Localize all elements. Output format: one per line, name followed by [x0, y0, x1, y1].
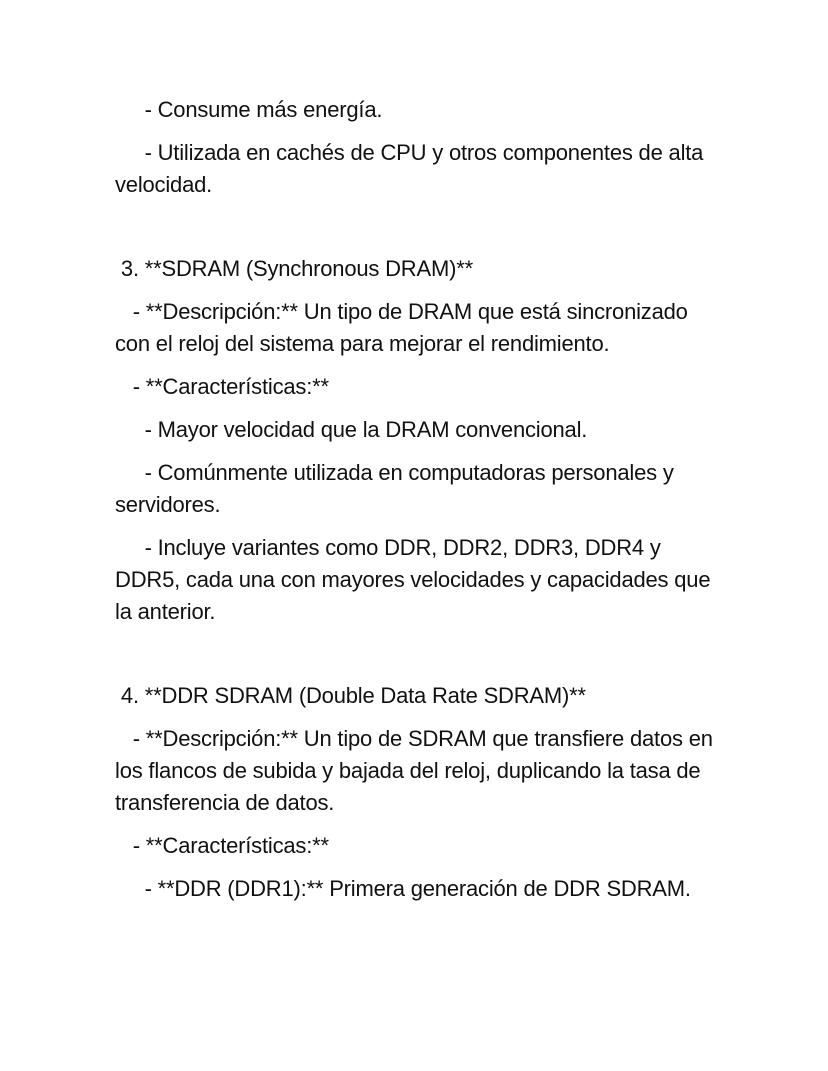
ddr-sdram-feature-ddr1: - **DDR (DDR1):** Primera generación de DDR SDRAM. — [115, 876, 691, 901]
ddr-sdram-description: - **Descripción:** Un tipo de SDRAM que transfiere datos en los flancos de subida y bajada del reloj, duplicando la tasa de transferencia de datos. — [115, 726, 719, 815]
document-page — [115, 94, 719, 916]
sdram-feature-speed: - Mayor velocidad que la DRAM convencional. — [115, 417, 588, 442]
paragraph-gap — [115, 639, 715, 680]
sdram-description: - **Descripción:** Un tipo de DRAM que está sincronizado con el reloj del sistema para mejorar el rendimiento. — [115, 299, 694, 356]
section-heading-ddr-sdram: 4. **DDR SDRAM (Double Data Rate SDRAM)** — [115, 683, 586, 708]
ddr-sdram-features-label: - **Características:** — [115, 833, 329, 858]
paragraph-gap — [115, 212, 715, 253]
section-heading-sdram: 3. **SDRAM (Synchronous DRAM)** — [115, 256, 473, 281]
sdram-feature-variants: - Incluye variantes como DDR, DDR2, DDR3, DDR4 y DDR5, cada una con mayores velocidades y capacidades que la anterior. — [115, 535, 717, 624]
sdram-features-label: - **Características:** — [115, 374, 329, 399]
sdram-feature-usage: - Comúnmente utilizada en computadoras personales y servidores. — [115, 460, 680, 517]
bullet-used-in-cpu-caches: - Utilizada en cachés de CPU y otros componentes de alta velocidad. — [115, 140, 710, 197]
bullet-consumes-more-energy: - Consume más energía. — [115, 97, 383, 122]
